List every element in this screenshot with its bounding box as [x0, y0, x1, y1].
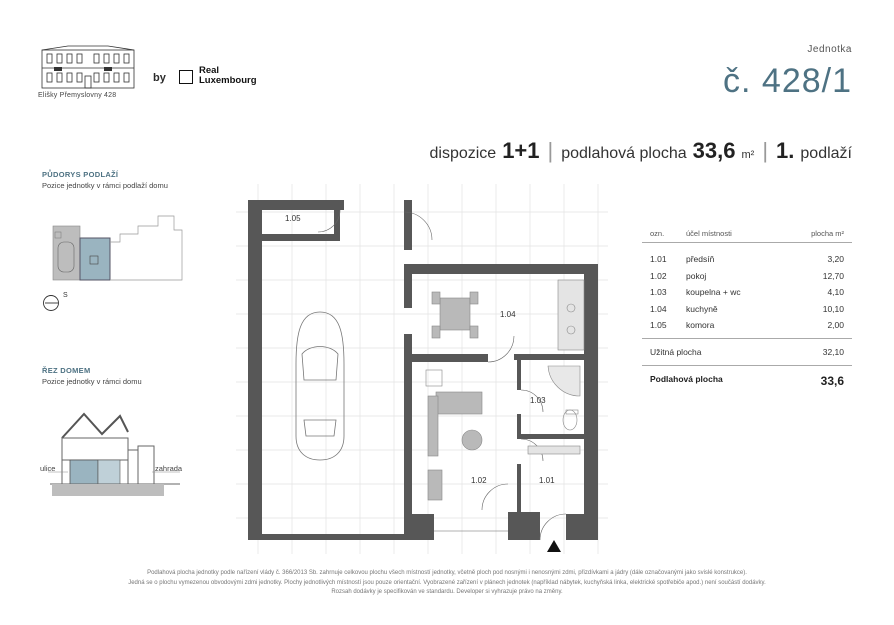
rooms-table	[642, 229, 852, 396]
section-title: ŘEZ DOMEM	[42, 366, 91, 375]
floor-section-subtitle: Pozice jednotky v rámci podlaží domu	[42, 181, 168, 190]
room-label-105: 1.05	[285, 214, 301, 223]
section-subtitle: Pozice jednotky v rámci domu	[42, 377, 142, 386]
room-id: 1.03	[650, 287, 667, 298]
footer-line-1: Podlahová plocha jednotky podle nařízení vlády č. 366/2013 Sb. zahrnuje celkovou plochu všech místností jednotky, včetně ploch pod nosnými i nenosnými zdmi, přizdívkami a jádry (dále označovanými jako svislé konstrukce).	[147, 570, 747, 576]
room-name: koupelna + wc	[686, 287, 741, 298]
room-name: komora	[686, 320, 715, 331]
footer-note	[30, 569, 864, 598]
col-purpose: účel místnosti	[686, 229, 732, 238]
by-label: by	[153, 72, 166, 84]
floor-label: podlaží	[800, 145, 852, 162]
developer-line-2: Luxembourg	[199, 75, 257, 86]
room-label-104: 1.04	[500, 310, 516, 319]
room-area: 3,20	[827, 254, 844, 265]
room-area: 10,10	[822, 303, 844, 314]
divider: |	[547, 138, 554, 163]
room-label-102: 1.02	[471, 476, 487, 485]
layout-value: 1+1	[502, 138, 540, 163]
footer-line-3: Rozsah dodávky je specifikován ve standardu. Developer si vyhrazuje právo na změny.	[331, 589, 563, 595]
total-area-row	[642, 366, 852, 396]
table-row	[642, 251, 852, 268]
building-caption: Elišky Přemyslovny 428	[38, 92, 117, 99]
room-id: 1.01	[650, 254, 667, 265]
area-unit: m²	[741, 149, 755, 161]
area-label: podlahová plocha	[561, 145, 687, 162]
layout-label: dispozice	[429, 145, 497, 162]
unit-summary	[429, 138, 852, 164]
rooms-table-body	[642, 243, 852, 339]
unit-number: č. 428/1	[723, 62, 852, 100]
col-id: ozn.	[650, 229, 665, 238]
room-area: 12,70	[822, 270, 844, 281]
room-label-103: 1.03	[530, 396, 546, 405]
usable-area-value: 32,10	[822, 346, 844, 357]
room-area: 2,00	[827, 320, 844, 331]
entrance-arrow-icon	[546, 539, 562, 553]
compass-label: S	[63, 292, 68, 299]
usable-area-row	[642, 339, 852, 366]
room-id: 1.02	[650, 270, 667, 281]
room-name: kuchyně	[686, 303, 718, 314]
footer-line-2: Jedná se o plochu vymezenou obvodovými zdmi jednotky. Plochy jednotlivých místností jsou pouze orientační. Vyobrazené zařízení v plánech jednotek (například nábytek, kuchyňská linka, elektrické spotřebiče apod.) není součástí dodávky.	[128, 579, 766, 586]
col-area: plocha m²	[811, 229, 844, 238]
room-area: 4,10	[827, 287, 844, 298]
room-id: 1.05	[650, 320, 667, 331]
table-row	[642, 317, 852, 334]
divider: |	[762, 138, 769, 163]
area-value: 33,6	[692, 138, 736, 163]
floor-plan	[236, 184, 608, 554]
room-name: pokoj	[686, 270, 707, 281]
table-row	[642, 268, 852, 285]
developer-line-1: Real	[199, 65, 220, 76]
street-label: ulice	[40, 464, 56, 473]
developer-name	[199, 66, 257, 86]
unit-label: Jednotka	[807, 44, 852, 55]
table-row	[642, 301, 852, 318]
table-row	[642, 284, 852, 301]
building-section	[40, 404, 190, 500]
total-area-value: 33,6	[820, 373, 844, 388]
room-id: 1.04	[650, 303, 667, 314]
room-label-101: 1.01	[539, 476, 555, 485]
usable-area-label: Užitná plocha	[650, 346, 702, 357]
developer-logo-icon	[179, 70, 193, 84]
floor-position-plan	[50, 212, 190, 286]
floor-section-title: PŮDORYS PODLAŽÍ	[42, 170, 119, 179]
room-name: předsíň	[686, 254, 715, 265]
floor-value: 1.	[776, 138, 795, 163]
rooms-table-header	[642, 229, 852, 243]
total-area-label: Podlahová plocha	[650, 373, 723, 384]
garden-label: zahrada	[155, 464, 183, 473]
